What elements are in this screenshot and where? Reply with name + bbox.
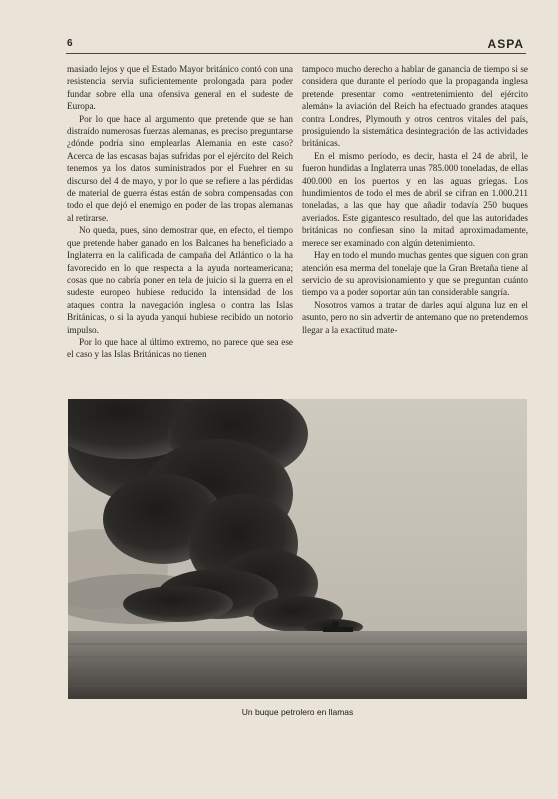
magazine-title: ASPA — [487, 37, 524, 51]
header-rule — [66, 53, 526, 54]
paragraph: Hay en todo el mundo muchas gentes que siguen con gran atención esa merma del tonelaje que la Gran Bretaña tiene al servicio de su aprovisionamiento y que se preguntan cuánto tiempo va a poder soportar aún tan considerable sangría. — [302, 250, 528, 298]
paragraph: tampoco mucho derecho a hablar de ganancia de tiempo si se considera que durante el período que la propaganda inglesa pretende presentar como «entretenimiento del ejército alemán» la aviación del Reich ha efectuado grandes ataques contra Londres, Plymouth y otros centros vitales del país, prosiguiendo la sistemática desintegración de las actividades británicas. — [302, 64, 528, 149]
paragraph: Nosotros vamos a tratar de darles aquí alguna luz en el asunto, pero no sin advertir de antemano que no pretendemos llegar a la exactitud mate- — [302, 299, 528, 335]
right-column — [302, 63, 528, 336]
paragraph: Por lo que hace al argumento que pretende que se han distraído numerosas fuerzas alemanas, es preciso preguntarse ¿dónde podría sino emplearlas Alemania en este caso? Acerca de las escasas bajas sufridas por el ejército del Reich tenemos ya los datos suministrados por el Fuehrer en su discurso del 4 de mayo, y por lo que se refiere a las pérdidas de material de guerra éstas están de sobra compensadas con todo el que dejó el enemigo en poder de las tropas alemanas al retirarse. — [67, 113, 293, 223]
paragraph: masiado lejos y que el Estado Mayor británico contó con una resistencia servia suficientemente prolongada para poder fundar sobre ella una ofensiva general en el sudeste de Europa. — [67, 64, 293, 112]
burning-tanker-photo — [68, 399, 527, 699]
left-column — [67, 63, 293, 361]
photo-caption: Un buque petrolero en llamas — [241, 707, 354, 717]
paragraph: Por lo que hace al último extremo, no parece que sea ese el caso y las Islas Británicas no tienen — [67, 336, 293, 360]
paragraph: En el mismo período, es decir, hasta el 24 de abril, le fueron hundidas a Inglaterra unas 785.000 toneladas, de ellas 400.000 en los puertos y en las aguas griegas. Los hundimientos de todo el mes de abril se cifran en 1.000.211 toneladas, a las que hay que añadir todavía 250 buques averiados. Este gigantesco resultado, del que las autoridades británicas no confiesan sino la mitad aproximadamente, merece ser examinado con algún detenimiento. — [302, 150, 528, 248]
page-number: 6 — [67, 38, 73, 49]
paragraph: No queda, pues, sino demostrar que, en efecto, el tiempo que pretende haber ganado en los Balcanes ha beneficiado a Inglaterra en la calificada de campaña del Atlántico o la ha favorecido en lo que respecta a la ayuda norteamericana; cosas que no cabría poner en tela de juicio si la guerra en el sudeste europeo hubiese reducido la intensidad de los ataques contra la navegación inglesa o contra las Islas Británicas, o si la ayuda yanqui hubiese recibido un notorio impulso. — [67, 225, 293, 335]
